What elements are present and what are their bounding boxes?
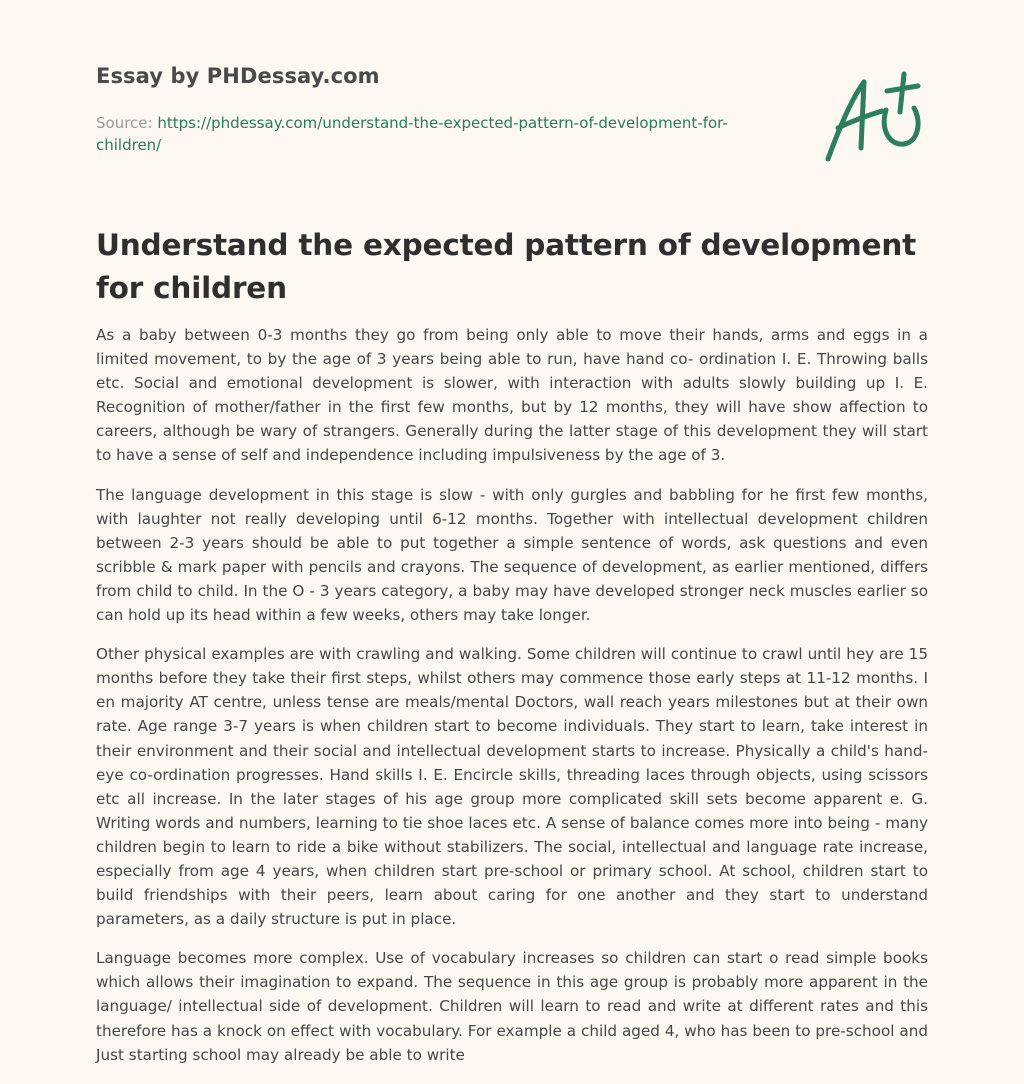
source-label: Source: (96, 114, 153, 132)
paragraph: Language becomes more complex. Use of vocabulary increases so children can start o read simple books which allows their imagination to expand. The sequence in this age group is probably more apparent in the language/ intellectual side of development. Children will learn to read and write at different rates and this therefore has a knock on effect with vocabulary. For example a child aged 4, who has been to pre-school and Just starting school may already be able to write (96, 949, 928, 1064)
paragraph: The language development in this stage is slow - with only gurgles and babbling for he first few months, with laughter not really developing until 6-12 months. Together with intellectual development children between 2-3 years should be able to put together a simple sentence of words, ask questions and even scribble & mark paper with pencils and crayons. The sequence of development, as earlier mentioned, differs from child to child. In the O - 3 years category, a baby may have developed stronger neck muscles earlier so can hold up its head within a few weeks, others may take longer. (96, 485, 928, 625)
article-body (96, 323, 928, 1082)
site-brand: Essay by PHDessay.com (96, 64, 380, 88)
source-line (96, 112, 756, 156)
paragraph: Other physical examples are with crawling and walking. Some children will continue to crawl until hey are 15 months before they take their first steps, whilst others may commence those early steps at 11-12 months. I en majority AT centre, unless tense are meals/mental Doctors, wall reach years milestones but at their own rate. Age range 3-7 years is when children start to become individuals. They start to learn, take interest in their environment and their social and intellectual development starts to increase. Physically a child's hand-eye co-ordination progresses. Hand skills I. E. Encircle skills, threading laces through objects, using scissors etc all increase. In the later stages of his age group more complicated skill sets become apparent e. G. Writing words and numbers, learning to tie shoe laces etc. A sense of balance comes more into being - many children begin to learn to ride a bike without stabilizers. The social, intellectual and language rate increase, especially from age 4 years, when children start pre-school or primary school. At school, children start to build friendships with their peers, learn about caring for one another and they start to understand parameters, as a daily structure is put in place. (96, 645, 928, 929)
article-title: Understand the expected pattern of development for children (96, 228, 917, 305)
a-plus-grade-icon (820, 66, 930, 166)
source-link[interactable]: https://phdessay.com/understand-the-expected-pattern-of-development-for-children/ (96, 114, 728, 154)
paragraph: As a baby between 0-3 months they go from being only able to move their hands, arms and eggs in a limited movement, to by the age of 3 years being able to run, have hand co- ordination I. E. Throwing balls etc. Social and emotional development is slower, with interaction with adults slowly building up I. E. Recognition of mother/father in the first few months, but by 12 months, they will have show affection to careers, although be wary of strangers. Generally during the latter stage of this development they will start to have a sense of self and independence including impulsiveness by the age of 3. (96, 326, 928, 465)
